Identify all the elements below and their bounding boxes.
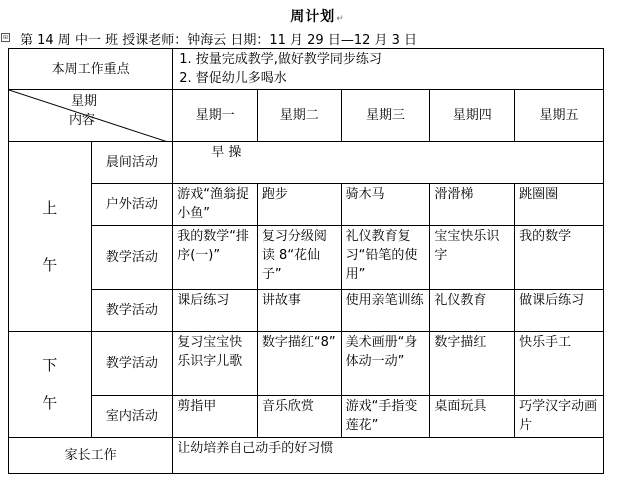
activity-cell: 游戏“手指变莲花” — [341, 396, 430, 438]
activity-cell: 剪指甲 — [173, 396, 258, 438]
activity-cell: 复习宝宝快乐识字儿歌 — [173, 332, 258, 396]
row-label: 晨间活动 — [91, 142, 173, 184]
activity-cell: 课后练习 — [173, 290, 258, 332]
focus-item: 2. 督促幼儿多喝水 — [179, 71, 287, 86]
row-label: 教学活动 — [91, 290, 173, 332]
activity-cell: 滑滑梯 — [430, 184, 515, 226]
activity-cell: 数字描红 — [430, 332, 515, 396]
corner-content-label: 内容 — [69, 113, 96, 128]
activity-cell: 跳圈圈 — [515, 184, 604, 226]
row-label: 室内活动 — [91, 396, 173, 438]
corner-weekday-label: 星期 — [71, 94, 98, 109]
activity-cell: 游戏“渔翁捉小鱼” — [173, 184, 258, 226]
morning-content: 早 操 — [173, 142, 604, 184]
activity-cell: 骑木马 — [341, 184, 430, 226]
table-move-handle-icon[interactable]: ⊞ — [2, 34, 9, 41]
page-title: 周计划↵ — [290, 9, 345, 25]
activity-cell: 巧学汉字动画片 — [515, 396, 604, 438]
activity-cell: 做课后练习 — [515, 290, 604, 332]
weekday-header: 星期一 — [173, 90, 258, 142]
activity-cell: 礼仪教育复习“铅笔的使用” — [341, 226, 430, 290]
activity-cell: 美术画册“身体动一动” — [341, 332, 430, 396]
activity-cell: 宝宝快乐识字 — [430, 226, 515, 290]
activity-cell: 礼仪教育 — [430, 290, 515, 332]
row-label: 教学活动 — [91, 332, 173, 396]
activity-cell: 桌面玩具 — [430, 396, 515, 438]
activity-cell: 音乐欣赏 — [257, 396, 341, 438]
activity-cell: 跑步 — [257, 184, 341, 226]
focus-item: 1. 按量完成教学,做好教学同步练习 — [179, 52, 382, 67]
focus-items — [173, 49, 604, 90]
section-am: 上 午 — [9, 142, 92, 332]
weekly-plan-table — [8, 48, 604, 474]
parents-content: 让幼培养自己动手的好习惯 — [173, 438, 604, 474]
activity-cell: 数字描红“8” — [257, 332, 341, 396]
activity-cell: 使用亲笔训练 — [341, 290, 430, 332]
header-info: 第 14 周 中一 班 授课老师：钟海云 日期：11 月 29 日—12 月 3 日 — [20, 33, 418, 48]
focus-label: 本周工作重点 — [9, 49, 173, 90]
row-label: 教学活动 — [91, 226, 173, 290]
row-label: 户外活动 — [91, 184, 173, 226]
corner-header — [9, 90, 173, 142]
parents-label: 家长工作 — [9, 438, 173, 474]
activity-cell: 讲故事 — [257, 290, 341, 332]
weekday-header: 星期五 — [515, 90, 604, 142]
activity-cell: 复习分级阅读 8“花仙子” — [257, 226, 341, 290]
activity-cell: 快乐手工 — [515, 332, 604, 396]
weekday-header: 星期三 — [341, 90, 430, 142]
section-pm: 下 午 — [9, 332, 92, 438]
weekday-header: 星期二 — [257, 90, 341, 142]
weekday-header: 星期四 — [430, 90, 515, 142]
activity-cell: 我的数学“排序(一)” — [173, 226, 258, 290]
activity-cell: 我的数学 — [515, 226, 604, 290]
